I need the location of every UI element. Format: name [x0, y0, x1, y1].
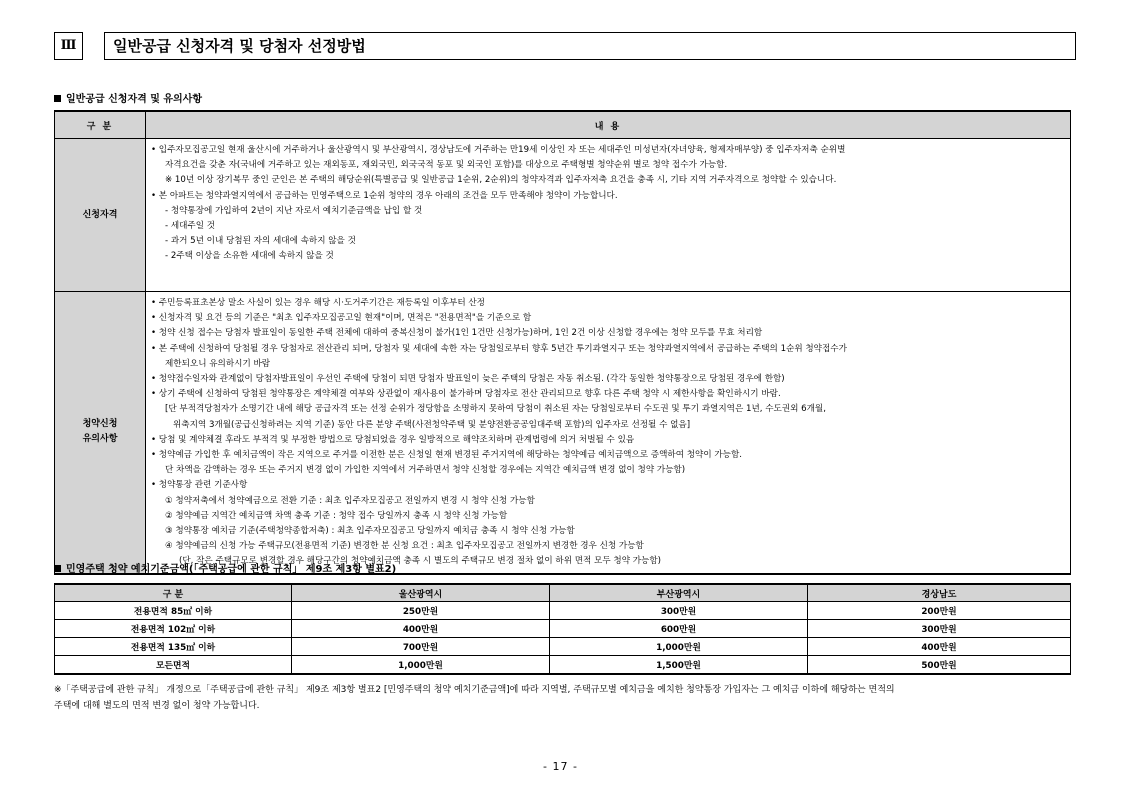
table-row-eligibility	[55, 139, 1071, 292]
content-line: • 청약접수일자와 관계없이 당첨자발표일이 우선인 주택에 당첨이 되면 당첨자 발표일이 늦은 주택의 당첨은 자동 취소됨. (각각 동일한 청약통장으로 당첨된 경우에 한함)	[151, 374, 785, 385]
content-line: • 상기 주택에 신청하여 당첨된 청약통장은 계약체결 여부와 상관없이 재사용이 불가하며 당첨자로 전산 관리되므로 향후 다른 주택 청약 시 제한사항을 확인하시기 바람.	[151, 389, 781, 400]
table-cell: 600만원	[550, 620, 808, 638]
col-header-category: 구 분	[55, 111, 146, 139]
table-cell: 1,500만원	[550, 656, 808, 675]
table-cell: 400만원	[808, 638, 1071, 656]
table-row	[55, 620, 1071, 638]
table-row	[55, 638, 1071, 656]
col-header: 부산광역시	[550, 584, 808, 602]
table-cell: 400만원	[292, 620, 550, 638]
content-line: ※ 10년 이상 장기복무 중인 군인은 본 주택의 해당순위(특별공급 및 일반공급 1순위, 2순위)의 청약자격과 입주자저축 요건을 충족 시, 기타 지역 거주자격으로 청약할 수 있습니다.	[165, 175, 837, 186]
subsection-heading-eligibility: 일반공급 신청자격 및 유의사항	[54, 90, 202, 105]
table-cell: 전용면적 135㎡ 이하	[55, 638, 292, 656]
section-number: Ⅲ	[54, 32, 83, 60]
subsection-heading-deposit: 민영주택 청약 예치기준금액(「주택공급에 관한 규칙」 제9조 제3항 별표2)	[54, 560, 396, 575]
table-cell: 200만원	[808, 602, 1071, 620]
square-bullet-icon	[54, 565, 61, 572]
content-line: • 당첨 및 계약체결 후라도 부적격 및 부정한 방법으로 당첨되었을 경우 일방적으로 해약조치하며 관계법령에 의거 처벌될 수 있음	[151, 434, 635, 445]
content-line: - 과거 5년 이내 당첨된 자의 세대에 속하지 않을 것	[165, 236, 356, 247]
content-line: 위축지역 3개월(공급신청하려는 지역 기준) 동안 다른 분양 주택(사전청약주택 및 분양전환공공임대주택 포함)의 입주자로 선정될 수 없음]	[173, 419, 691, 430]
content-line: • 본 주택에 신청하여 당첨될 경우 당첨자로 전산관리 되며, 당첨자 및 세대에 속한 자는 당첨일로부터 향후 5년간 투기과열지구 또는 청약과열지역에서 공급하는 주택의 1순위 청약접수가	[151, 343, 847, 354]
row-content	[146, 139, 1071, 292]
content-line: [단 부적격당첨자가 소명기간 내에 해당 공급자격 또는 선정 순위가 정당함을 소명하지 못하여 당첨이 취소된 자는 당첨일로부터 수도권 및 투기 과열지역은 1년, 수도권외 6개월,	[165, 404, 826, 415]
content-line: • 신청자격 및 요건 등의 기준은 "최초 입주자모집공고일 현재"이며, 면적은 "전용면적"을 기준으로 함	[151, 313, 532, 324]
row-category	[55, 292, 146, 574]
content-line: ① 청약저축에서 청약예금으로 전환 기준 : 최초 입주자모집공고 전일까지 변경 시 청약 신청 가능함	[165, 495, 535, 506]
section-title: 일반공급 신청자격 및 당첨자 선정방법	[104, 32, 1076, 60]
content-line: • 청약통장 관련 기준사항	[151, 480, 248, 491]
table-cell: 250만원	[292, 602, 550, 620]
table-cell: 300만원	[808, 620, 1071, 638]
eligibility-table	[54, 110, 1071, 575]
content-line: - 청약통장에 가입하여 2년이 지난 자로서 예치기준금액을 납입 할 것	[165, 205, 423, 216]
content-line: - 세대주일 것	[165, 221, 216, 232]
content-line: • 주민등록표초본상 말소 사실이 있는 경우 해당 시·도거주기간은 재등록일 이후부터 산정	[151, 298, 485, 308]
table-row-precautions	[55, 292, 1071, 574]
content-line: - 2주택 이상을 소유한 세대에 속하지 않을 것	[165, 251, 334, 262]
table-cell: 1,000만원	[292, 656, 550, 675]
content-line: ② 청약예금 지역간 예치금액 차액 충족 기준 : 청약 접수 당일까지 충족 시 청약 신청 가능함	[165, 510, 508, 521]
table-header-row	[55, 111, 1071, 139]
content-line: 자격요건을 갖춘 자(국내에 거주하고 있는 재외동포, 재외국민, 외국국적 동포 및 외국인 포함)를 대상으로 주택형별 청약순위 별로 청약 접수가 가능함.	[165, 160, 728, 171]
row-category-text: 청약신청 유의사항	[82, 419, 118, 445]
row-content	[146, 292, 1071, 574]
table-cell: 500만원	[808, 656, 1071, 675]
footnote	[54, 682, 1071, 714]
col-header: 울산광역시	[292, 584, 550, 602]
page-number: - 17 -	[543, 760, 578, 773]
content-line: 단 차액을 감액하는 경우 또는 주거지 변경 없이 가입한 지역에서 거주하면서 청약 신청할 경우에는 지역간 예치금액 변경 없이 청약 가능함)	[165, 465, 686, 476]
content-line: ④ 청약예금의 신청 가능 주택규모(전용면적 기준) 변경한 분 신청 요건 : 최초 입주자모집공고 전일까지 변경한 경우 신청 가능함	[165, 541, 644, 552]
footnote-line: ※「주택공급에 관한 규칙」 개정으로「주택공급에 관한 규칙」 제9조 제3항 별표2 [민영주택의 청약 예치기준금액]에 따라 지역별, 주택규모별 예치금을 예치한 청약통장 가입자는 그 예치금 이하에 해당하는 면적의	[54, 685, 895, 695]
row-category: 신청자격	[55, 139, 146, 292]
col-header: 구 분	[55, 584, 292, 602]
table-cell: 전용면적 85㎡ 이하	[55, 602, 292, 620]
table-header-row	[55, 584, 1071, 602]
table-cell: 전용면적 102㎡ 이하	[55, 620, 292, 638]
content-line: ③ 청약통장 예치금 기준(주택청약종합저축) : 최초 입주자모집공고 당일까지 예치금 충족 시 청약 신청 가능함	[165, 526, 575, 537]
table-cell: 1,000만원	[550, 638, 808, 656]
table-row	[55, 656, 1071, 675]
deposit-table	[54, 583, 1071, 675]
table-cell: 모든면적	[55, 656, 292, 675]
content-line: (단, 작은 주택규모로 변경할 경우 해당구간의 청약예치금액 충족 시 별도의 주택규모 변경 절차 없이 하위 면적 모두 청약 가능함)	[179, 556, 661, 567]
content-line: • 청약예금 가입한 후 예치금액이 작은 지역으로 주거를 이전한 분은 신청일 현재 변경된 주거지역에 해당하는 청약예금 예치금액으로 증액하여 청약이 가능함.	[151, 450, 743, 461]
content-line: • 본 아파트는 청약과열지역에서 공급하는 민영주택으로 1순위 청약의 경우 아래의 조건을 모두 만족해야 청약이 가능합니다.	[151, 190, 618, 201]
content-line: • 입주자모집공고일 현재 울산시에 거주하거나 울산광역시 및 부산광역시, 경상남도에 거주하는 만19세 이상인 자 또는 세대주인 미성년자(자녀양육, 형제자매부양) 중 입주자저축 순위별	[151, 145, 846, 155]
col-header-content: 내 용	[146, 111, 1071, 139]
table-cell: 300만원	[550, 602, 808, 620]
content-line: 제한되오니 유의하시기 바람	[165, 358, 271, 369]
col-header: 경상남도	[808, 584, 1071, 602]
table-row	[55, 602, 1071, 620]
table-cell: 700만원	[292, 638, 550, 656]
footnote-line: 주택에 대해 별도의 면적 변경 없이 청약 가능합니다.	[54, 701, 260, 711]
square-bullet-icon	[54, 95, 61, 102]
content-line: • 청약 신청 접수는 당첨자 발표일이 동일한 주택 전체에 대하여 중복신청이 불가(1인 1건만 신청가능)하며, 1인 2건 이상 신청할 경우에는 청약 모두를 무효 처리함	[151, 328, 763, 339]
